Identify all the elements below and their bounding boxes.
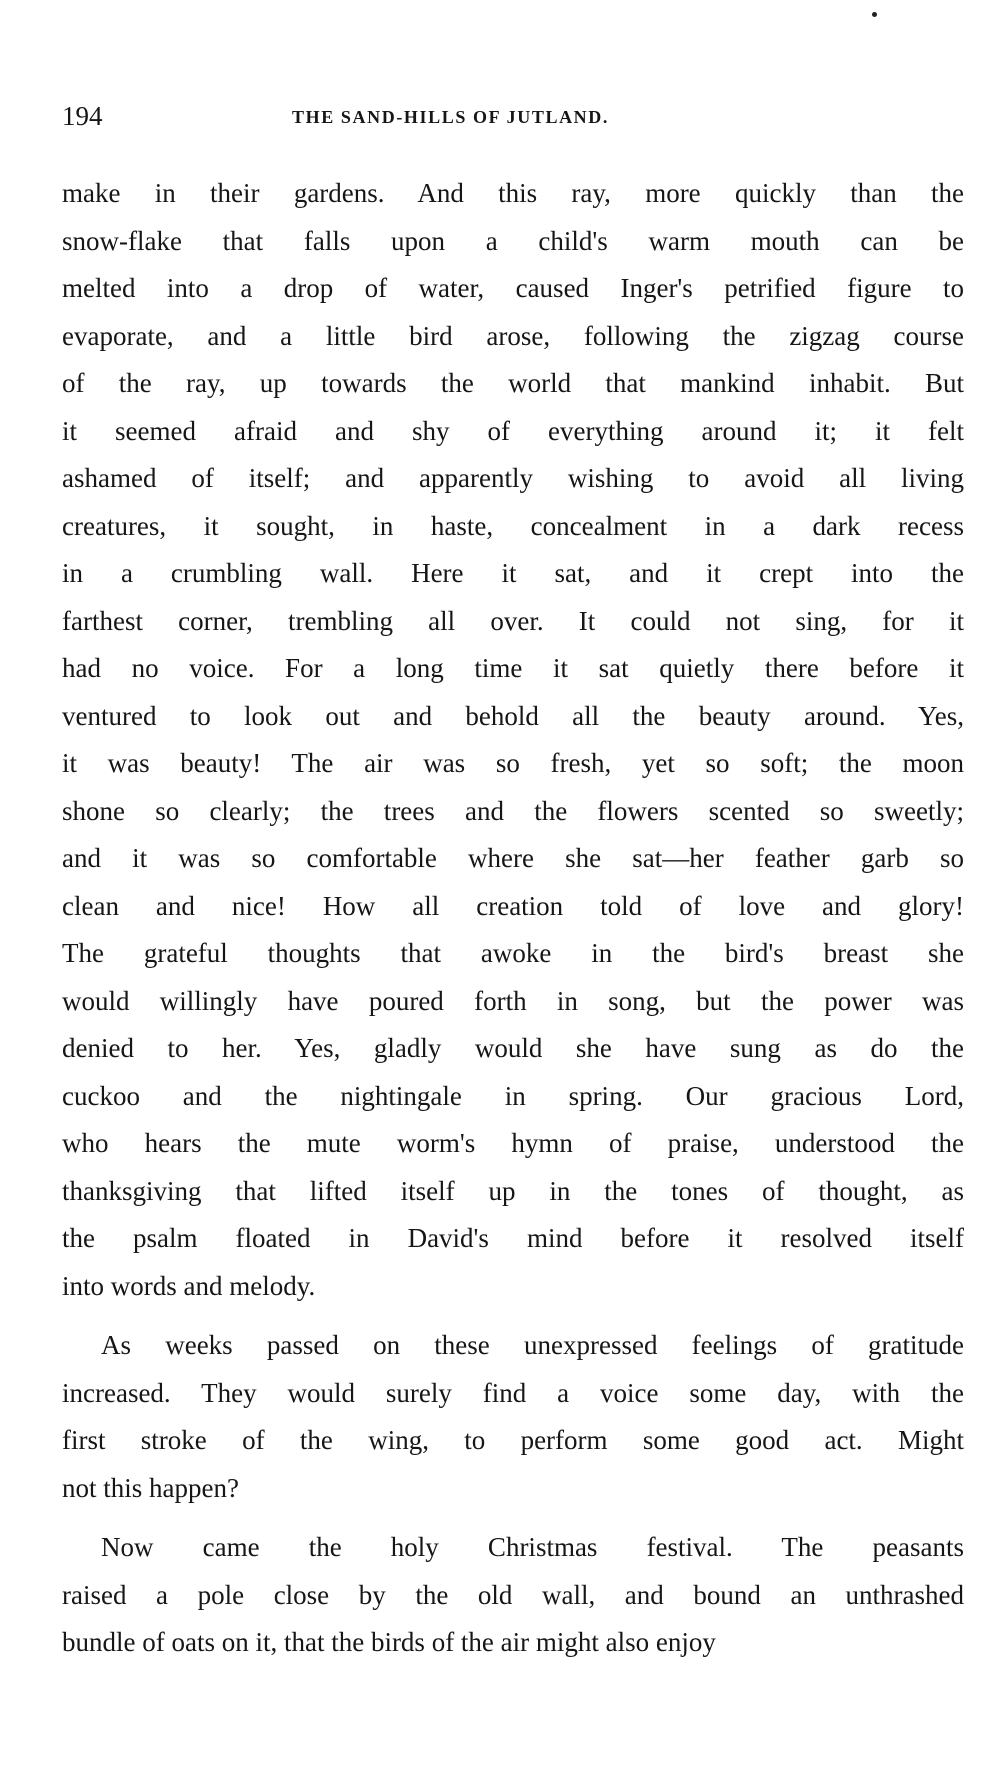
running-head: THE SAND-HILLS OF JUTLAND. (292, 107, 609, 127)
text-line: creatures, it sought, in haste, concealment in a dark recess (62, 510, 964, 541)
text-line: cuckoo and the nightingale in spring. Our gracious Lord, (62, 1080, 964, 1111)
text-line: into words and melody. (62, 1270, 316, 1301)
page-header (62, 98, 962, 138)
paragraph-gap (62, 1512, 964, 1524)
text-line: would willingly have poured forth in song, but the power was (62, 985, 964, 1016)
text-line: evaporate, and a little bird arose, following the zigzag course (62, 320, 964, 351)
text-line: bundle of oats on it, that the birds of the air might also enjoy (62, 1627, 716, 1657)
text-line: clean and nice! How all creation told of love and glory! (62, 890, 964, 921)
text-line: increased. They would surely find a voice some day, with the (62, 1377, 964, 1408)
text-line: farthest corner, trembling all over. It could not sing, for it (62, 605, 964, 636)
paragraph (62, 170, 964, 1310)
text-line: of the ray, up towards the world that mankind inhabit. But (62, 368, 964, 398)
paragraph-gap (62, 1310, 964, 1322)
ink-speck (872, 12, 877, 17)
text-line: melted into a drop of water, caused Inger's petrified figure to (62, 273, 964, 303)
text-line: make in their gardens. And this ray, more quickly than the (62, 178, 964, 208)
text-line: snow-flake that falls upon a child's warm mouth can be (62, 225, 964, 256)
text-line: denied to her. Yes, gladly would she have sung as do the (62, 1033, 964, 1063)
text-line: shone so clearly; the trees and the flowers scented so sweetly; (62, 795, 964, 826)
paragraph (62, 1524, 964, 1667)
text-line: thanksgiving that lifted itself up in the tones of thought, as (62, 1175, 964, 1206)
body-text (62, 170, 964, 1667)
paragraph (62, 1322, 964, 1512)
text-line: it seemed afraid and shy of everything around it; it felt (62, 415, 964, 446)
text-line: ventured to look out and behold all the beauty around. Yes, (62, 700, 964, 731)
text-line: The grateful thoughts that awoke in the bird's breast she (62, 938, 964, 968)
text-line: ashamed of itself; and apparently wishing to avoid all living (62, 463, 964, 493)
text-line: had no voice. For a long time it sat quietly there before it (62, 653, 964, 683)
text-line: As weeks passed on these unexpressed feelings of gratitude (101, 1330, 964, 1360)
text-line: raised a pole close by the old wall, and bound an unthrashed (62, 1579, 964, 1610)
text-line: Now came the holy Christmas festival. The peasants (101, 1532, 964, 1562)
text-line: it was beauty! The air was so fresh, yet so soft; the moon (62, 748, 964, 778)
text-line: who hears the mute worm's hymn of praise, understood the (62, 1128, 964, 1158)
text-line: and it was so comfortable where she sat—her feather garb so (62, 843, 964, 873)
text-line: the psalm floated in David's mind before it resolved itself (62, 1223, 964, 1253)
text-line: in a crumbling wall. Here it sat, and it crept into the (62, 558, 964, 588)
page-number: 194 (62, 101, 103, 131)
text-line: not this happen? (62, 1472, 239, 1503)
text-line: first stroke of the wing, to perform some good act. Might (62, 1425, 964, 1455)
